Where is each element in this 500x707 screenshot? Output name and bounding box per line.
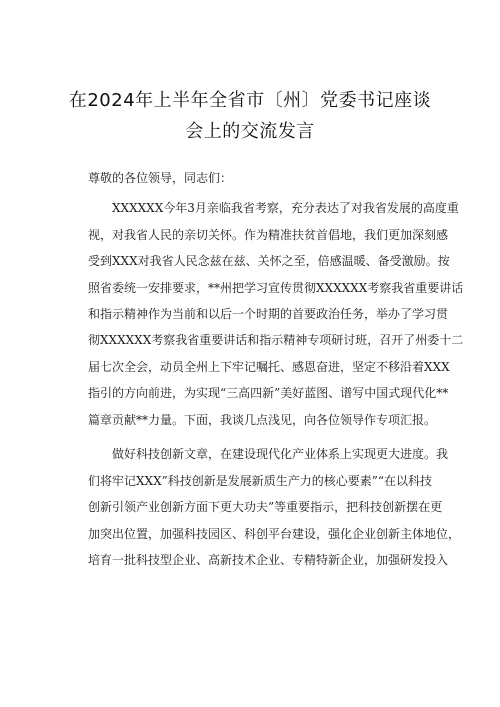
paragraph-line: 们将牢记XXX”科技创新是发展新质生产力的核心要素”“在以科技 bbox=[88, 474, 433, 488]
document-title-line-2: 会上的交流发言 bbox=[185, 121, 315, 142]
paragraph-line: 指引的方向前进，为实现“三高四新”美好蓝图、谱写中国式现代化** bbox=[88, 386, 449, 400]
paragraph-line: 做好科技创新文章，在建设现代化产业体系上实现更大进度。我 bbox=[112, 447, 449, 461]
paragraph-line: 照省委统一安排要求，**州把学习宣传贯彻XXXXXX考察我省重要讲话 bbox=[88, 281, 464, 295]
paragraph-line: 彻XXXXXX考察我省重要讲话和指示精神专项研讨班，召开了州委十二 bbox=[88, 333, 464, 347]
paragraph-line: 篇章贡献**力量。下面，我谈几点浅见，向各位领导作专项汇报。 bbox=[88, 413, 437, 427]
document-title-line-1: 在2024年上半年全省市〔州〕党委书记座谈 bbox=[68, 90, 432, 111]
salutation: 尊敬的各位领导，同志们： bbox=[88, 171, 233, 185]
paragraph-line: 创新引领产业创新方面下更大功夫”等重要指示，把科技创新摆在更 bbox=[88, 500, 443, 514]
paragraph-line: 培育一批科技型企业、高新技术企业、专精特新企业，加强研发投入 bbox=[88, 553, 449, 567]
paragraph-line: 加突出位置，加强科技园区、科创平台建设，强化企业创新主体地位， bbox=[88, 527, 461, 541]
paragraph-line: 视，对我省人民的亲切关怀。作为精准扶贫首倡地，我们更加深刻感 bbox=[88, 228, 449, 242]
paragraph-line: XXXXXX今年3月亲临我省考察，充分表达了对我省发展的高度重 bbox=[112, 201, 459, 215]
paragraph-line: 受到XXX对我省人民念兹在兹、关怀之至，倍感温暖、备受激励。按 bbox=[88, 254, 450, 268]
paragraph-line: 届七次全会，动员全州上下牢记嘱托、感恩奋进，坚定不移沿着XXX bbox=[88, 360, 450, 374]
paragraph-line: 和指示精神作为当前和以后一个时期的首要政治任务，举办了学习贯 bbox=[88, 307, 449, 321]
